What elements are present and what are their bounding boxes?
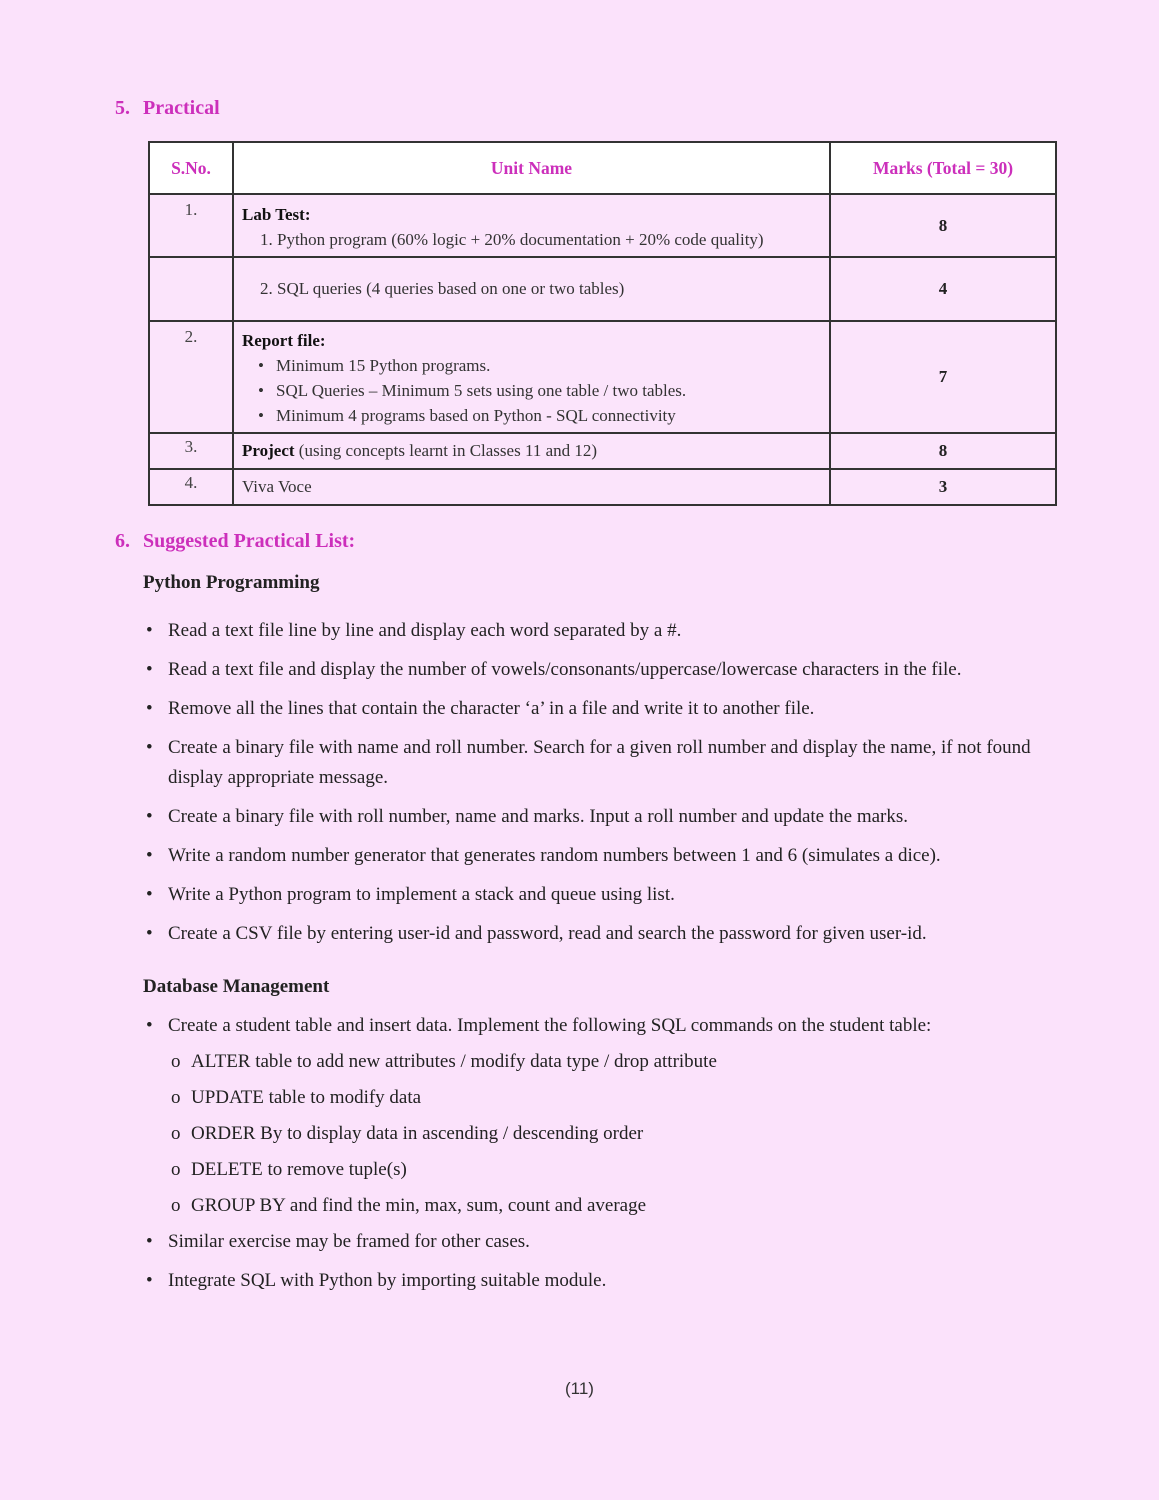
table-row [149,321,1056,433]
header-marks: Marks (Total = 30) [830,142,1056,194]
sub-list-item: o UPDATE table to modify data [171,1087,422,1108]
section-number: 6. [115,530,130,552]
table-header-row [149,142,1056,194]
row-marks: 8 [830,433,1056,469]
row-subitem: 1. Python program (60% logic + 20% documentation + 20% code quality) [260,230,764,249]
list-item: • Create a student table and insert data. Implement the following SQL commands on the student table: [146,1015,932,1036]
sub-list-item: o GROUP BY and find the min, max, sum, count and average [171,1195,647,1216]
list-item: • Write a random number generator that generates random numbers between 1 and 6 (simulates a dice). [146,845,941,866]
row-sno: 2. [184,327,198,346]
sub-list-item: o DELETE to remove tuple(s) [171,1159,407,1180]
row-title: Report file: [242,331,326,350]
table-row [149,433,1056,469]
row-text: (using concepts learnt in Classes 11 and 12) [294,441,598,460]
list-item: • Read a text file line by line and display each word separated by a #. [146,620,682,641]
section-5-heading [115,97,220,120]
practical-marks-table [148,141,1057,506]
list-item: • Read a text file and display the number of vowels/consonants/uppercase/lowercase characters in the file. [146,659,962,680]
python-practical-list [143,616,1063,949]
page-number: (11) [565,1379,594,1398]
list-item: • Create a CSV file by entering user-id and password, read and search the password for given user-id. [146,923,927,944]
database-practical-list [143,1011,1063,1296]
row-bullet: • Minimum 15 Python programs. [258,356,491,375]
header-sno: S.No. [149,142,233,194]
section-6-heading [115,530,355,553]
row-sno: 4. [184,473,198,492]
row-sno [150,258,232,263]
row-title: Project [242,441,295,460]
section-title: Suggested Practical List: [143,530,356,552]
section-title: Practical [143,97,220,119]
row-sno: 3. [184,437,198,456]
table-row [149,469,1056,505]
list-item: • Remove all the lines that contain the character ‘a’ in a file and write it to another file. [146,698,815,719]
row-bullet: • SQL Queries – Minimum 5 sets using one table / two tables. [258,381,687,400]
list-item: • Write a Python program to implement a stack and queue using list. [146,884,675,905]
row-text: Viva Voce [242,477,312,496]
list-item: • Integrate SQL with Python by importing suitable module. [146,1270,607,1291]
header-unit-name: Unit Name [233,142,830,194]
database-management-heading: Database Management [143,976,330,997]
python-programming-heading: Python Programming [143,572,320,593]
sub-list-item: o ALTER table to add new attributes / modify data type / drop attribute [171,1051,717,1072]
row-marks: 3 [830,469,1056,505]
row-sno: 1. [184,200,198,219]
list-item: • Create a binary file with roll number, name and marks. Input a roll number and update the marks. [146,806,909,827]
list-item: • Create a binary file with name and roll number. Search for a given roll number and display the name, if not found display appropriate message. [146,737,1031,788]
table-row [149,194,1056,257]
list-item: • Similar exercise may be framed for other cases. [146,1231,530,1252]
sub-list-item: o ORDER By to display data in ascending / descending order [171,1123,644,1144]
table-row [149,257,1056,321]
row-marks: 4 [830,257,1056,321]
row-bullet: • Minimum 4 programs based on Python - SQL connectivity [258,406,676,425]
row-marks: 8 [830,194,1056,257]
section-number: 5. [115,97,130,119]
row-title: Lab Test: [242,205,311,224]
row-subitem: 2. SQL queries (4 queries based on one or two tables) [260,278,625,298]
row-marks: 7 [830,321,1056,433]
